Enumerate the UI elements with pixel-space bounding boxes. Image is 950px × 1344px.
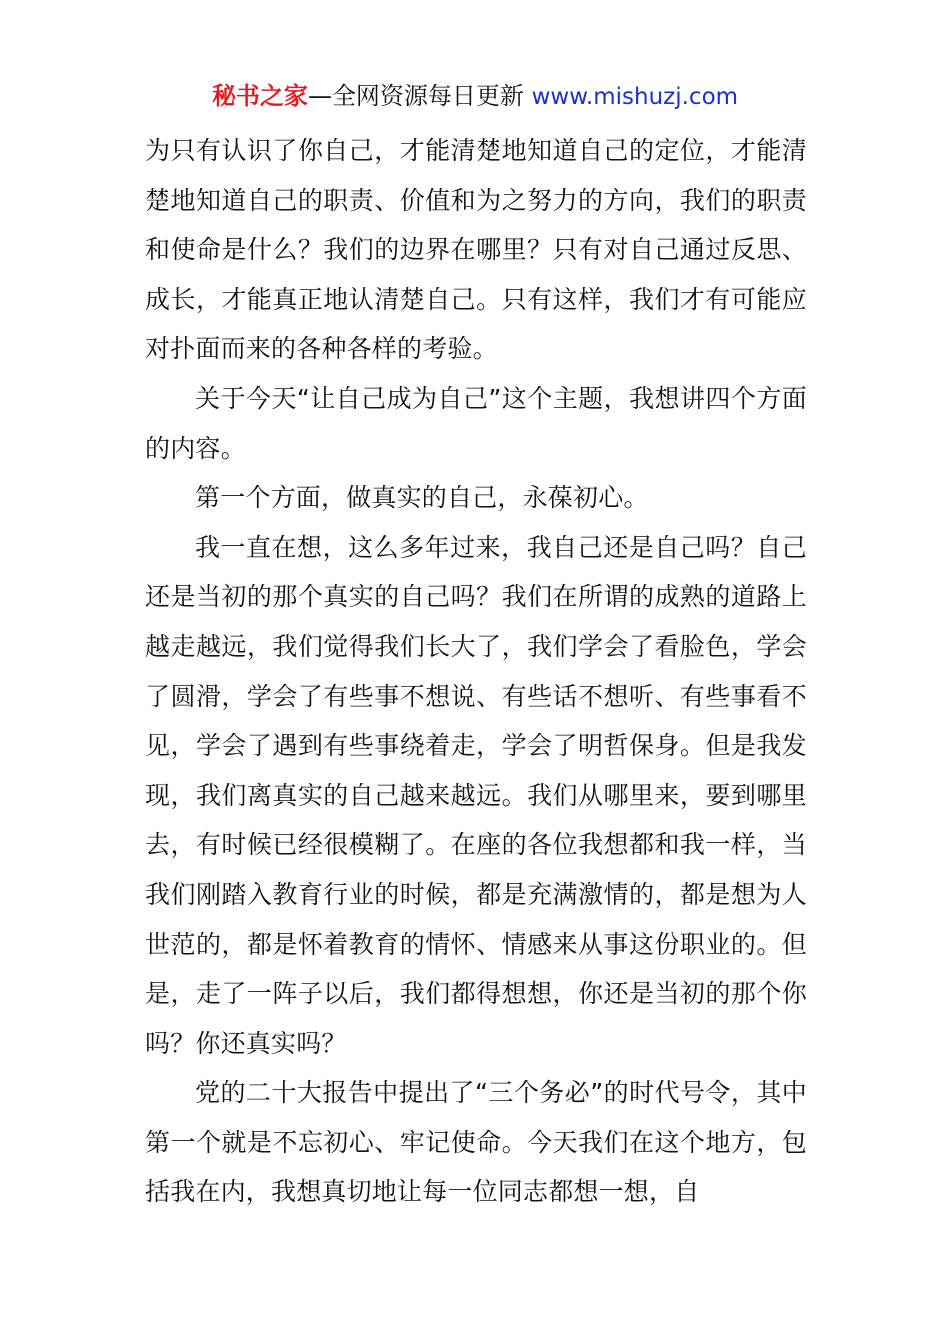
header-tagline: —全网资源每日更新 <box>307 82 532 110</box>
paragraph-5: 党的二十大报告中提出了“三个务必”的时代号令，其中第一个就是不忘初心、牢记使命。今天我们在这个地方，包括我在内，我想真切地让每一位同志都想一想，自 <box>145 1078 807 1207</box>
paragraph-1: 为只有认识了你自己，才能清楚地知道自己的定位，才能清楚地知道自己的职责、价值和为之努力的方向，我们的职责和使命是什么？我们的边界在哪里？只有对自己通过反思、成长，才能真正地认清楚自己。只有这样，我们才有可能应对扑面而来的各种各样的考验。 <box>145 136 807 364</box>
page-header <box>0 78 950 115</box>
paragraph-2: 关于今天“让自己成为自己”这个主题，我想讲四个方面的内容。 <box>145 383 807 463</box>
paragraph-4: 我一直在想，这么多年过来，我自己还是自己吗？自己还是当初的那个真实的自己吗？我们在所谓的成熟的道路上越走越远，我们觉得我们长大了，我们学会了看脸色，学会了圆滑，学会了有些事不想说、有些话不想听、有些事看不见，学会了遇到有些事绕着走，学会了明哲保身。但是我发现，我们离真实的自己越来越远。我们从哪里来，要到哪里去，有时候已经很模糊了。在座的各位我想都和我一样，当我们刚踏入教育行业的时候，都是充满激情的，都是想为人世范的，都是怀着教育的情怀、情感来从事这份职业的。但是，走了一阵子以后，我们都得想想，你还是当初的那个你吗？你还真实吗？ <box>145 532 807 1058</box>
site-url-link[interactable]: www.mishuzj.com <box>531 84 739 110</box>
document-body <box>145 126 807 1217</box>
paragraph-3-section-heading: 第一个方面，做真实的自己，永葆初心。 <box>195 483 649 513</box>
brand-name: 秘书之家 <box>211 82 308 110</box>
